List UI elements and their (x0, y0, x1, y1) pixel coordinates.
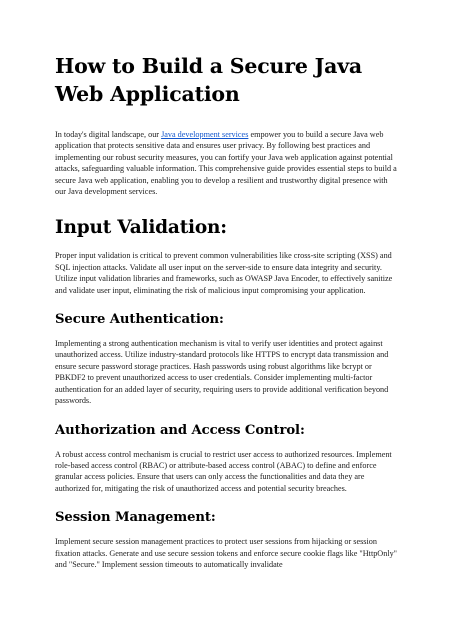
intro-text-before-link: In today's digital landscape, our (55, 130, 162, 139)
section-heading-authorization-access-control: Authorization and Access Control: (55, 422, 305, 438)
section-body-session-management: Implement secure session management practices to protect user sessions from hijacking or session fixation attacks. Generate and use secure session tokens and enforce secure cookie flags like "HttpOnly" and "Secure." Implement session timeouts to automatically invalidate (55, 537, 398, 569)
section-heading-input-validation: Input Validation: (55, 217, 227, 239)
document-page (55, 52, 400, 570)
section-heading-secure-authentication: Secure Authentication: (55, 312, 224, 328)
intro-text-after-link: empower you to build a secure Java web application that protects sensitive data and ensures user privacy. By following best practices and implementing our robust security measures, you can fortify your Java web application against potential attacks, safeguarding valuable information. This comprehensive guide provides essential steps to build a secure Java web application, enabling you to develop a resilient and trustworthy digital presence with our Java development services. (55, 130, 397, 197)
section-body-authorization-access-control: A robust access control mechanism is crucial to restrict user access to authorized resources. Implement role-based access control (RBAC) or attribute-based access control (ABAC) to define and enforce granular access policies. Ensure that users can only access the functionalities and data they are authorized for, mitigating the risk of unauthorized access and potential security breaches. (55, 449, 392, 493)
java-development-services-link[interactable]: Java development services (161, 130, 249, 139)
section-body-secure-authentication: Implementing a strong authentication mechanism is vital to verify user identities and protect against unauthorized access. Utilize industry-standard protocols like HTTPS to encrypt data transmission and ensure secure password storage practices. Hash passwords using robust algorithms like bcrypt or PBKDF2 to prevent unauthorized access to user credentials. Consider implementing multi-factor authentication for an added layer of security, requiring users to provide additional verification beyond passwords. (55, 339, 389, 406)
section-heading-session-management: Session Management: (55, 510, 216, 526)
intro-paragraph (55, 129, 400, 197)
document-title: How to Build a Secure Java Web Application (55, 54, 362, 106)
section-body-input-validation: Proper input validation is critical to prevent common vulnerabilities like cross-site scripting (XSS) and SQL injection attacks. Validate all user input on the server-side to ensure data integrity and security. Utilize input validation libraries and frameworks, such as OWASP Java Encoder, to effectively sanitize and validate user input, eliminating the risk of malicious input compromising your application. (55, 251, 393, 295)
